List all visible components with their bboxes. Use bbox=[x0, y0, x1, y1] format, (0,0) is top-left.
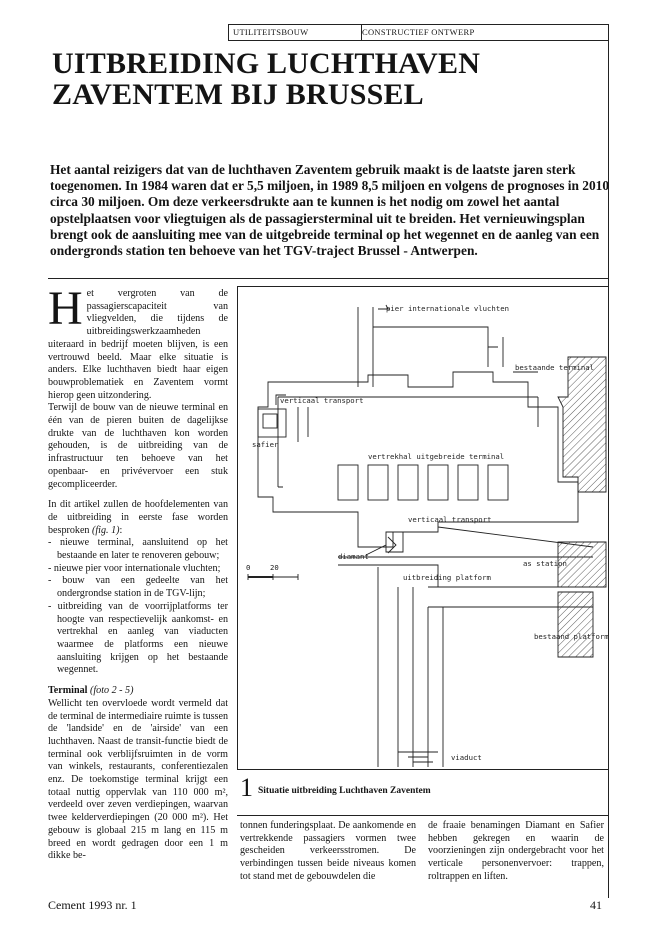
label-bestaande-terminal: bestaande terminal bbox=[515, 363, 595, 372]
section-label: UTILITEITSBOUW bbox=[229, 25, 362, 40]
figure-caption: Situatie uitbreiding Luchthaven Zaventem bbox=[258, 786, 431, 796]
scale-label-20: 20 bbox=[270, 563, 279, 572]
label-diamant: diamant bbox=[338, 552, 369, 561]
caption-rule bbox=[237, 815, 609, 816]
paragraph-4: Wellicht ten overvloede wordt vermeld dat de terminal de intermediaire ruimte is tussen de 'landside' en de 'airside' van een luchthaven. Naast de transit-functie biedt de terminal ook verblijfsruimten in de vorm van winkels, restaurants, conferentiezalen enz. De toekomstige terminal krijgt een totaal nuttig oppervlak van 110 000 m², verdeeld over zeven verdiepingen, waarvan twee kelderverdiepingen (20 000 m²). Het gebouw is globaal 215 m lang en 115 m breed en wordt gedragen door een 1 m dikke be- bbox=[48, 697, 228, 862]
title-line-2: ZAVENTEM BIJ BRUSSEL bbox=[52, 78, 424, 111]
label-safier: safier bbox=[252, 440, 279, 449]
list-item: - nieuwe terminal, aansluitend op het bestaande en later te renoveren gebouw; bbox=[48, 537, 228, 562]
figure-1-frame bbox=[237, 286, 609, 770]
drop-cap: H bbox=[48, 282, 83, 335]
paragraph-3 bbox=[48, 499, 228, 537]
body-column-1 bbox=[48, 282, 228, 863]
paragraph-1-text: et vergroten van de passagierscapaciteit van vliegvelden, die tijdens de uitbreidingswerkzaamheden uiteraard in bedrijf moeten blijven, is een vertrouwd beeld. Maar elke situatie is anders. Elke luchthaven biedt haar eigen bouwproblematiek en Zaventem vormt hierop geen uitzondering. bbox=[48, 288, 228, 401]
label-vertrekhal: vertrekhal uitgebreide terminal bbox=[368, 452, 505, 461]
photo-reference: (foto 2 - 5) bbox=[89, 685, 134, 697]
page-number: 41 bbox=[590, 898, 602, 912]
label-uitbreiding-platform: uitbreiding platform bbox=[403, 573, 491, 582]
paragraph-3-end: : bbox=[119, 524, 123, 536]
category-label: CONSTRUCTIEF ONTWERP bbox=[362, 27, 475, 37]
label-viaduct: viaduct bbox=[451, 753, 482, 762]
paragraph-2: Terwijl de bouw van de nieuwe terminal en één van de pieren buiten de dagelijkse drukte van de luchthaven kon worden gehouden, is de uitbreiding van de infrastructuur ten behoeve van het openbaar- en privévervoer een stuk gecompliceerder. bbox=[48, 402, 228, 490]
body-column-2: tonnen funderingsplaat. De aankomende en vertrekkende passagiers vormen twee gescheiden verkeersstromen. De verbindingen tussen beide niveaus komen tot stand met de gebouwdelen die bbox=[240, 820, 416, 882]
journal-footer: Cement 1993 nr. 1 bbox=[48, 898, 137, 912]
site-plan-drawing bbox=[238, 287, 608, 769]
label-as-station: as station bbox=[523, 559, 567, 568]
paragraph-1 bbox=[48, 282, 228, 402]
element-list bbox=[48, 537, 228, 677]
label-verticaal-transport-1: verticaal transport bbox=[280, 396, 364, 405]
label-verticaal-transport-2: verticaal transport bbox=[408, 515, 492, 524]
terminal-section bbox=[48, 685, 228, 863]
terminal-heading: Terminal bbox=[48, 685, 88, 697]
scale-label-0: 0 bbox=[246, 563, 251, 572]
section-header-bar bbox=[228, 24, 609, 41]
list-item: - nieuwe pier voor internationale vluchten; bbox=[48, 562, 221, 574]
figure-reference: (fig. 1) bbox=[92, 524, 120, 536]
title-line-1: UITBREIDING LUCHTHAVEN bbox=[52, 47, 481, 80]
list-item: - uitbreiding van de voorrijplatforms ter hoogte van respectievelijk aankomst- en vertrekhal en aanleg van viaducten waarmee de platforms een nieuwe aansluiting krijgen op het bestaande wegennet. bbox=[48, 600, 228, 676]
list-item: - bouw van een gedeelte van het ondergrondse station in de TGV-lijn; bbox=[48, 575, 228, 600]
paragraph-3-text: In dit artikel zullen de hoofdelementen van de uitbreiding in eerste fase worden besproken bbox=[48, 499, 228, 536]
label-pier: pier internationale vluchten bbox=[386, 304, 510, 313]
label-bestaand-platform: bestaand platform bbox=[534, 632, 608, 641]
figure-number: 1 bbox=[240, 773, 253, 802]
intro-divider bbox=[48, 278, 609, 279]
article-intro: Het aantal reizigers dat van de luchthaven Zaventem gebruik maakt is de laatste jaren sterk toegenomen. In 1984 waren dat er 5,5 miljoen, in 1989 8,5 miljoen en volgens de prognoses in 2010 circa 30 miljoen. Om deze verkeersdrukte aan te kunnen is het nodig om zowel het aantal opstelplaatsen voor vliegtuigen als de passagiersterminal uit te breiden. Het vernieuwingsplan brengt ook de aansluiting mee van de uitgebreide terminal op het wegennet en de aanleg van een ondergronds station ten behoeve van het TGV-traject Brussel - Antwerpen. bbox=[50, 162, 610, 259]
article-title bbox=[52, 48, 612, 110]
body-column-3: de fraaie benamingen Diamant en Safier hebben gekregen en waarin de voorzieningen zijn ondergebracht voor het verticale personenvervoer: trappen, roltrappen en liften. bbox=[428, 820, 604, 882]
